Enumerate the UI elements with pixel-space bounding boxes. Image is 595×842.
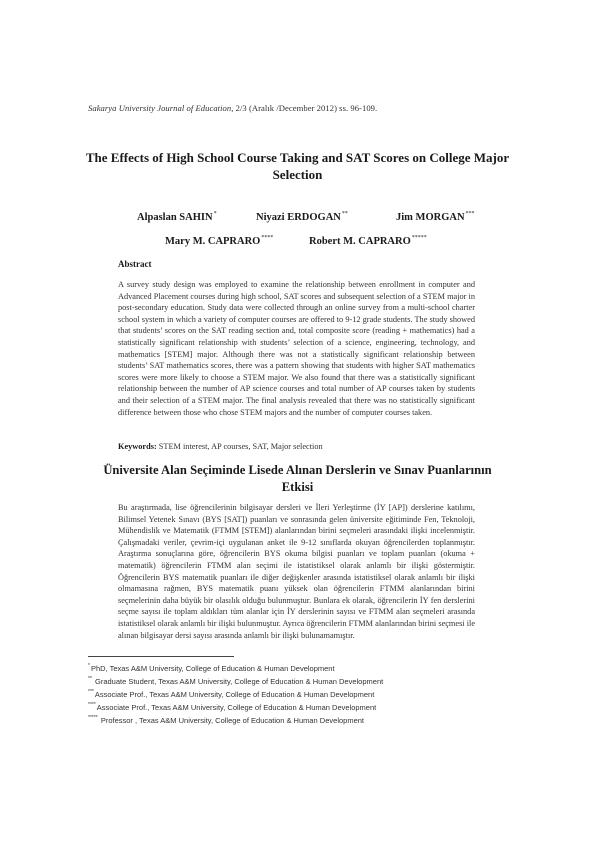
footnote-mark: ***** (88, 715, 98, 721)
turkish-abstract-text: Bu araştırmada, lise öğrencilerinin bilgisayar dersleri ve İleri Yerleştirme (İY [AP]) derslerine katılımı, Bilimsel Yetenek Sınavı (BYS [SAT]) puanları ve sonrasında gelen üniversite eğitiminde Fen, Teknoloji, Mühendislik ve Matematik (FTMM [STEM]) alanlarından birini seçmeleri arasındaki ilişki incelenmiştir. Çalışmadaki veriler, çevrim-içi uygulanan anket ile 9-12 sınıflarda okuyan öğrencilerden toplanmıştır. Araştırma sonuçlarına göre, öğrencilerin BYS okuma bilgisi puanları ve toplam puanları (okuma + matematik) öğrencilerin FTMM alan seçimi ile istatistiksel olarak anlamlı bir ilişki göstermiştir. Öğrencilerin BYS matematik puanları ile diğer değişkenler arasında istatistiksel olarak anlamlı bir ilişki olmamasına rağmen, BYS matematik puanı yüksek olan öğrencilerin FTMM alanlarından birini seçmelerinin daha büyük bir olasılık olduğu bulunmuştur. Bunlara ek olarak, öğrencilerin İY fen derslerini seçme sayısı ile toplam aldıkları tüm alanlar için İY derslerinin sayısı ve FTMM alan seçmeleri arasında istatistiksel olarak anlamlı bir ilişki bulunmuştur. Ayrıca öğrencilerin FTMM alanlarından birini seçmesi ile alınan bilgisayar dersi sayısı arasında anlamlı bir ilişki bulunamamıştır. (118, 503, 475, 640)
footnote-text: PhD, Texas A&M University, College of Education & Human Development (90, 664, 335, 673)
keywords-line (118, 442, 323, 451)
footnote-text: Associate Prof., Texas A&M University, College of Education & Human Development (96, 703, 377, 712)
footnote-text: Associate Prof., Texas A&M University, College of Education & Human Development (94, 690, 375, 699)
author-name: Alpaslan SAHIN (137, 212, 213, 223)
footnote-text: Graduate Student, Texas A&M University, College of Education & Human Development (92, 677, 384, 686)
abstract-heading: Abstract (118, 259, 152, 269)
author-3 (396, 211, 475, 223)
abstract-text: A survey study design was employed to examine the relationship between enrollment in computer and Advanced Placement courses during high school, SAT scores and subsequent selection of a STEM major in post-secondary education. Study data were collected through an online survey from a multi-school charter school system in which a variety of computer courses are offered to 9-12 grade students. The study showed that students’ scores on the SAT reading section and, total composite score (reading + mathematics) had a statistically significant relationship with students’ selection of a science, engineering, technology, and mathematics [STEM] major. Although there was not a statistically significant relationship between students’ SAT mathematics scores, there was a pattern showing that students with higher SAT mathematics scores were more likely to choose a STEM major. We also found that there was a statistically significant relationship between the number of AP science courses and total number of AP courses taken by students and their selection of a STEM major. The final analysis revealed that there was no statistically significant difference between those who chose STEM majors and the number of computer courses taken. (118, 280, 475, 417)
author-mark: ** (341, 211, 348, 217)
footnote-divider (88, 656, 234, 657)
footnote-1 (88, 663, 335, 673)
author-4 (165, 235, 273, 247)
author-name: Mary M. CAPRARO (165, 236, 261, 247)
journal-citation (88, 103, 377, 113)
author-mark: * (213, 211, 217, 217)
author-mark: *** (465, 211, 475, 217)
footnote-mark: *** (88, 689, 94, 695)
footnote-3 (88, 689, 374, 699)
author-mark: **** (261, 235, 274, 241)
keywords-label: Keywords: (118, 442, 157, 451)
footnote-mark: * (88, 663, 90, 669)
footnote-4 (88, 702, 376, 712)
author-name: Niyazi ERDOGAN (256, 212, 341, 223)
author-5 (309, 235, 427, 247)
footnote-2 (88, 676, 383, 686)
journal-volume-pages: , 2/3 (Aralık /December 2012) ss. 96-109. (231, 103, 378, 113)
abstract-body (118, 279, 475, 418)
author-name: Jim MORGAN (396, 212, 465, 223)
author-2 (256, 211, 348, 223)
paper-title: The Effects of High School Course Taking and SAT Scores on College Major Selection (85, 150, 510, 182)
turkish-abstract-body (118, 502, 475, 641)
footnote-text: Professor , Texas A&M University, College of Education & Human Development (98, 716, 364, 725)
author-1 (137, 211, 217, 223)
turkish-title: Üniversite Alan Seçiminde Lisede Alınan Derslerin ve Sınav Puanlarının Etkisi (103, 463, 492, 494)
keywords-text: STEM interest, AP courses, SAT, Major selection (156, 442, 323, 451)
author-mark: ***** (411, 235, 427, 241)
journal-name: Sakarya University Journal of Education (88, 103, 232, 113)
footnote-5 (88, 715, 364, 725)
footnote-mark: ** (88, 676, 92, 682)
footnote-mark: **** (88, 702, 96, 708)
author-name: Robert M. CAPRARO (309, 236, 411, 247)
